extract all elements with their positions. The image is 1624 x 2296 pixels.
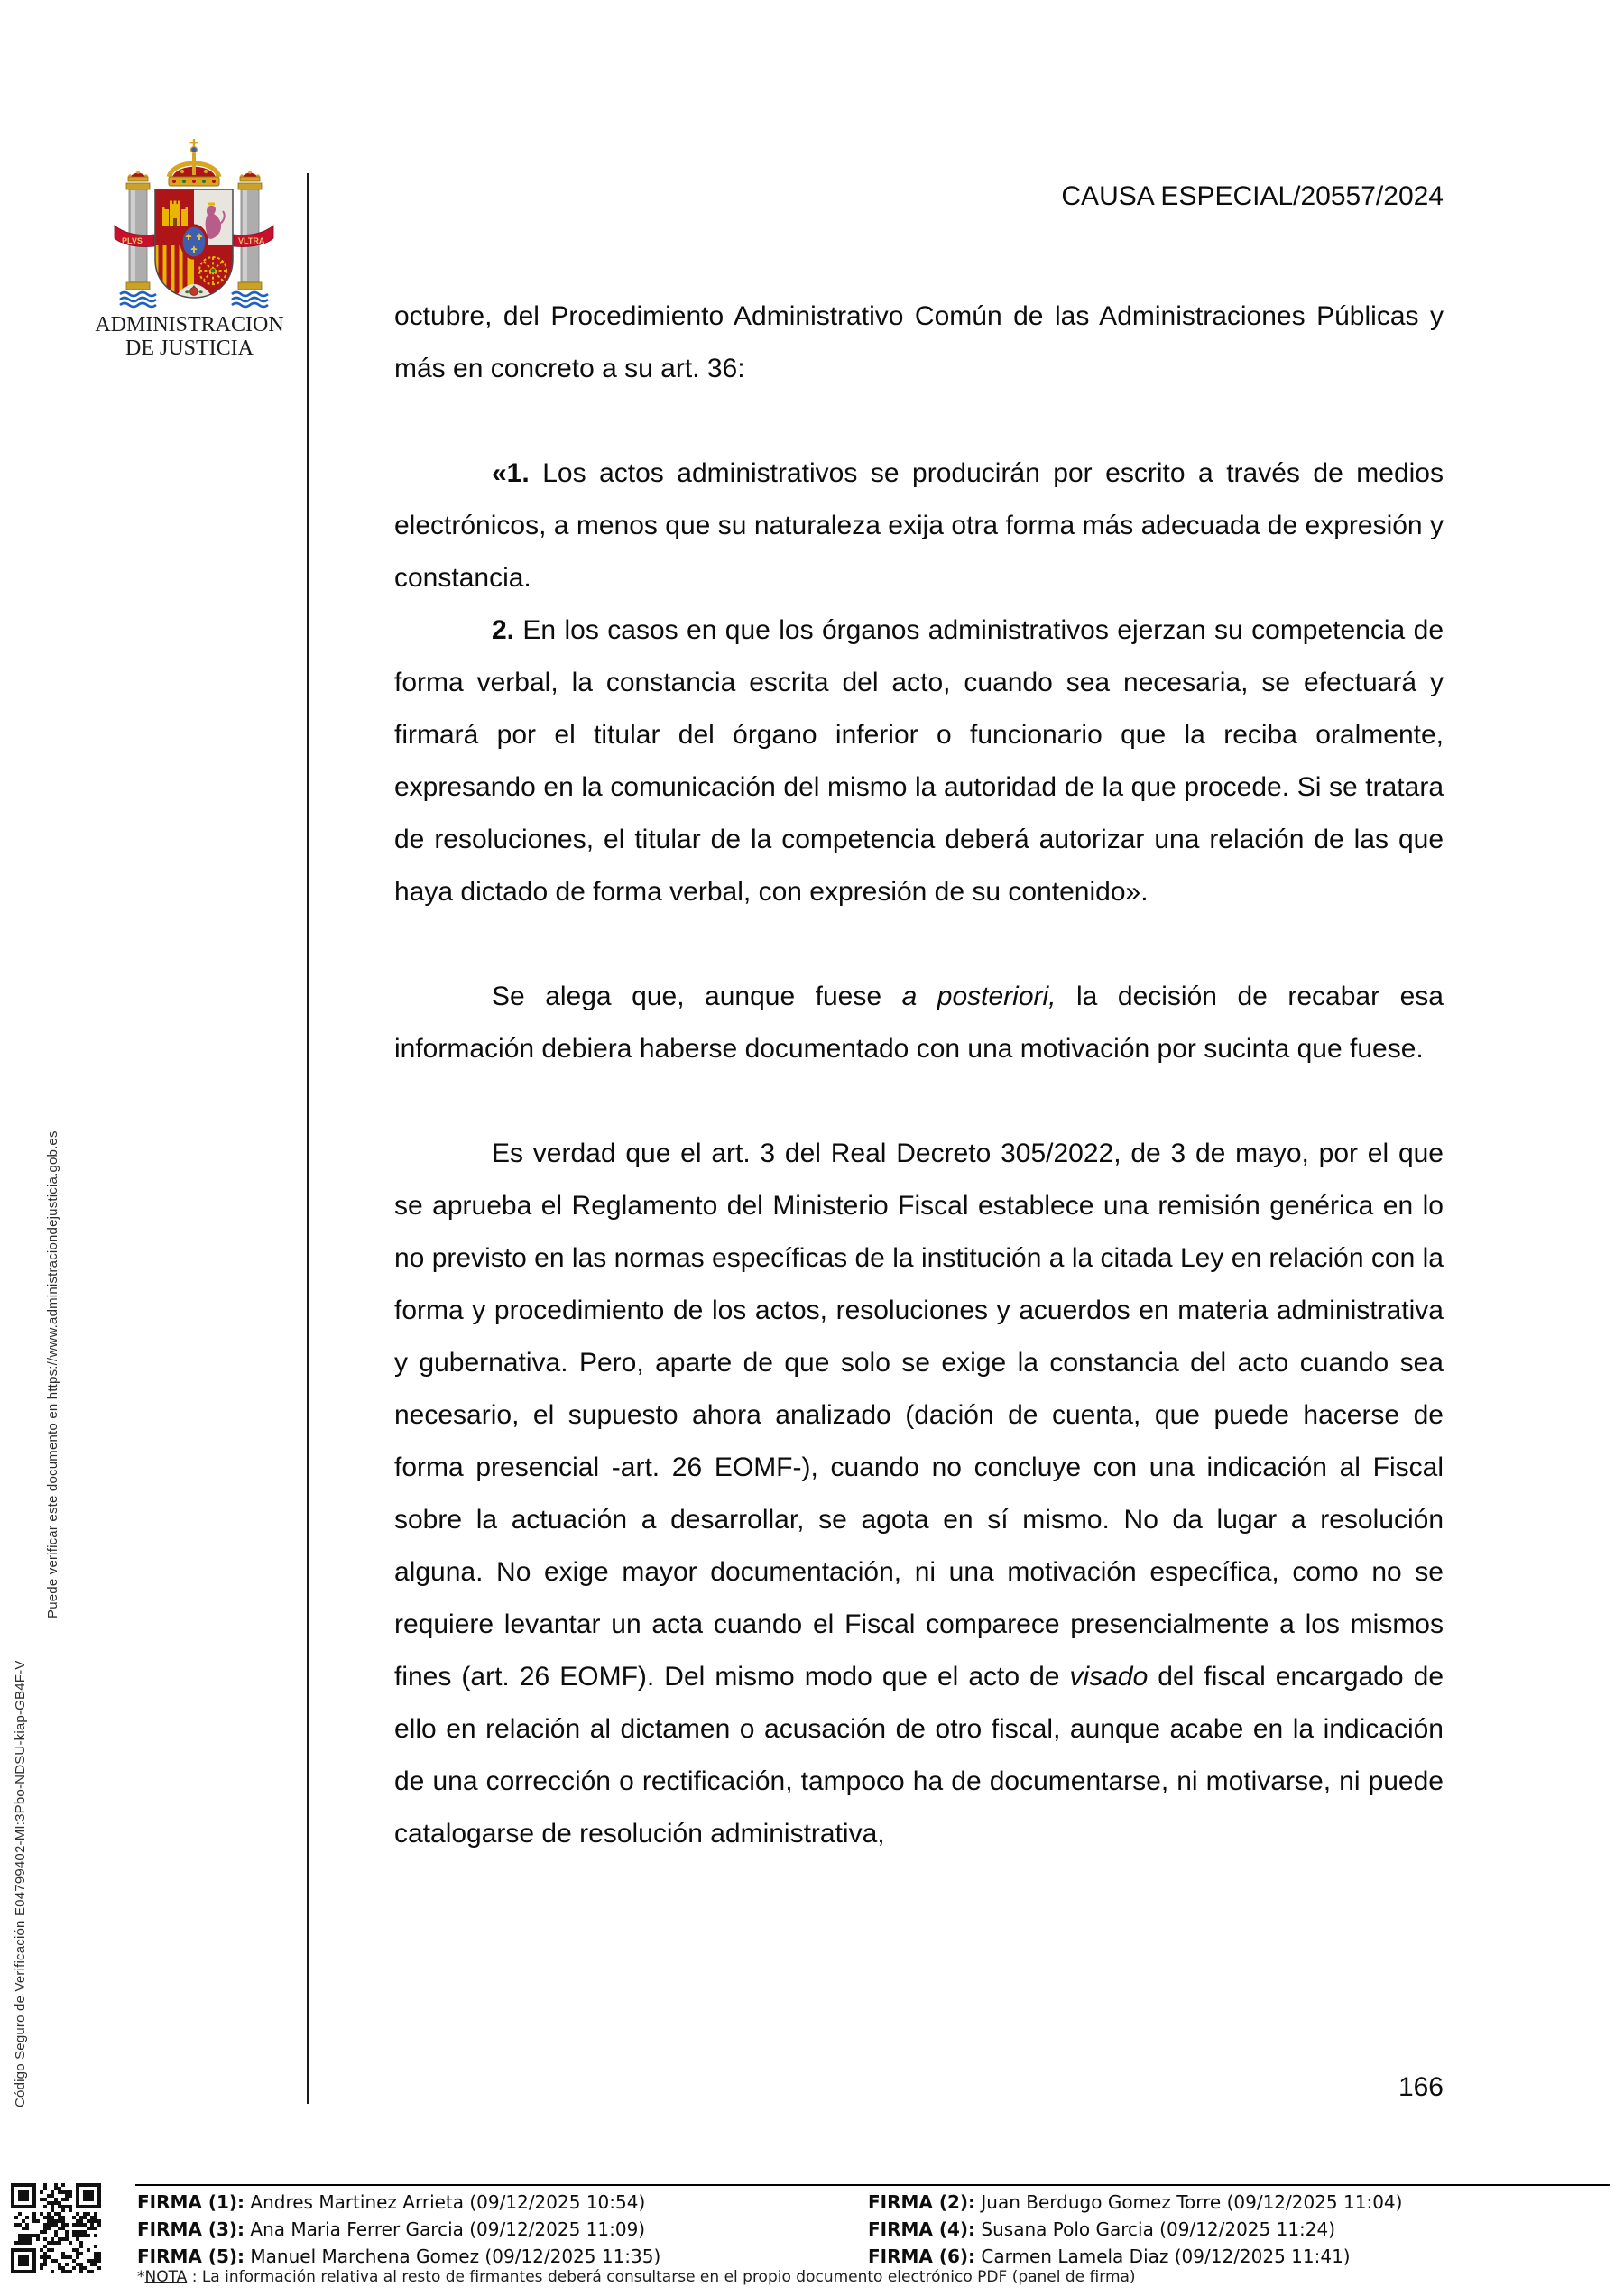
signature-entry: FIRMA (3): Ana Maria Ferrer Garcia (09/12/2025 11:09): [137, 2218, 646, 2240]
org-name-line1: ADMINISTRACION: [95, 313, 284, 337]
footer-note-asterisk: *: [137, 2268, 145, 2286]
motto-plvs: PLVS: [122, 236, 143, 245]
qr-code: [11, 2183, 101, 2273]
footer-note: [137, 2267, 1545, 2287]
verify-url-vertical-text: Puede verificar este documento en https://www.administraciondejusticia.gob.es: [45, 1130, 60, 1618]
motto-vltra: VLTRA: [238, 236, 265, 245]
signature-entry: FIRMA (1): Andres Martinez Arrieta (09/12/2025 10:54): [137, 2191, 646, 2213]
bourbon-escutcheon: [181, 226, 207, 258]
page-number: 166: [1398, 2072, 1444, 2102]
signature-entry: FIRMA (4): Susana Polo Garcia (09/12/2025 11:24): [868, 2218, 1336, 2240]
signature-entry: FIRMA (5): Manuel Marchena Gomez (09/12/2025 11:35): [137, 2245, 661, 2267]
pillar-left: [126, 171, 150, 290]
body-text: [394, 290, 1444, 1860]
csv-vertical-text: Código Seguro de Verificación E04799402-MI:3Pbo-NDSU-kiap-GB4F-V: [13, 1660, 28, 2107]
org-name: [77, 313, 302, 360]
paragraph: 2. En los casos en que los órganos administrativos ejerzan su competencia de forma verbal, la constancia escrita del acto, cuando sea necesaria, se efectuará y firmará por el titular del órgano inferior o funcionario que la reciba oralmente, expresando en la comunicación del mismo la autoridad de la que procede. Si se tratara de resoluciones, el titular de la competencia deberá autorizar una relación de las que haya dictado de forma verbal, con expresión de su contenido».: [394, 615, 1444, 907]
paragraph: octubre, del Procedimiento Administrativo Común de las Administraciones Públicas y más en concreto a su art. 36:: [394, 301, 1444, 383]
vertical-divider: [307, 173, 309, 2104]
footer-divider: [135, 2184, 1610, 2186]
royal-crown: [169, 139, 219, 186]
paragraph: Se alega que, aunque fuese a posteriori, la decisión de recabar esa información debiera haberse documentado con una motivación por sucinta que fuese.: [394, 982, 1444, 1064]
coat-of-arms-spain: [113, 135, 275, 311]
footer-note-text: : La información relativa al resto de firmantes deberá consultarse en el propio documento electrónico PDF (panel de firma): [187, 2268, 1136, 2286]
signature-entry: FIRMA (6): Carmen Lamela Diaz (09/12/2025 11:41): [868, 2245, 1351, 2267]
signature-list: [137, 2189, 1608, 2270]
paragraph: «1. Los actos administrativos se producirán por escrito a través de medios electrónicos, a menos que su naturaleza exija otra forma más adecuada de expresión y constancia.: [394, 458, 1444, 593]
case-number-header: CAUSA ESPECIAL/20557/2024: [1061, 181, 1444, 211]
footer-note-label: NOTA: [144, 2268, 188, 2286]
signature-entry: FIRMA (2): Juan Berdugo Gomez Torre (09/12/2025 11:04): [868, 2191, 1403, 2213]
paragraph: Es verdad que el art. 3 del Real Decreto 305/2022, de 3 de mayo, por el que se aprueba el Reglamento del Ministerio Fiscal establece una remisión genérica en lo no previsto en las normas específicas de la institución a la citada Ley en relación con la forma y procedimiento de los actos, resoluciones y acuerdos en materia administrativa y gubernativa. Pero, aparte de que solo se exige la constancia del acto cuando sea necesario, el supuesto ahora analizado (dación de cuenta, que puede hacerse de forma presencial -art. 26 EOMF-), cuando no concluye con una indicación al Fiscal sobre la actuación a desarrollar, se agota en sí mismo. No da lugar a resolución alguna. No exige mayor documentación, ni una motivación específica, como no se requiere levantar un acta cuando el Fiscal comparece presencialmente a los mismos fines (art. 26 EOMF). Del mismo modo que el acto de visado del fiscal encargado de ello en relación al dictamen o acusación de otro fiscal, aunque acabe en la indicación de una corrección o rectificación, tampoco ha de documentarse, ni motivarse, ni puede catalogarse de resolución administrativa,: [394, 1139, 1444, 1849]
org-name-line2: DE JUSTICIA: [125, 337, 254, 360]
pillar-right: [238, 171, 262, 290]
